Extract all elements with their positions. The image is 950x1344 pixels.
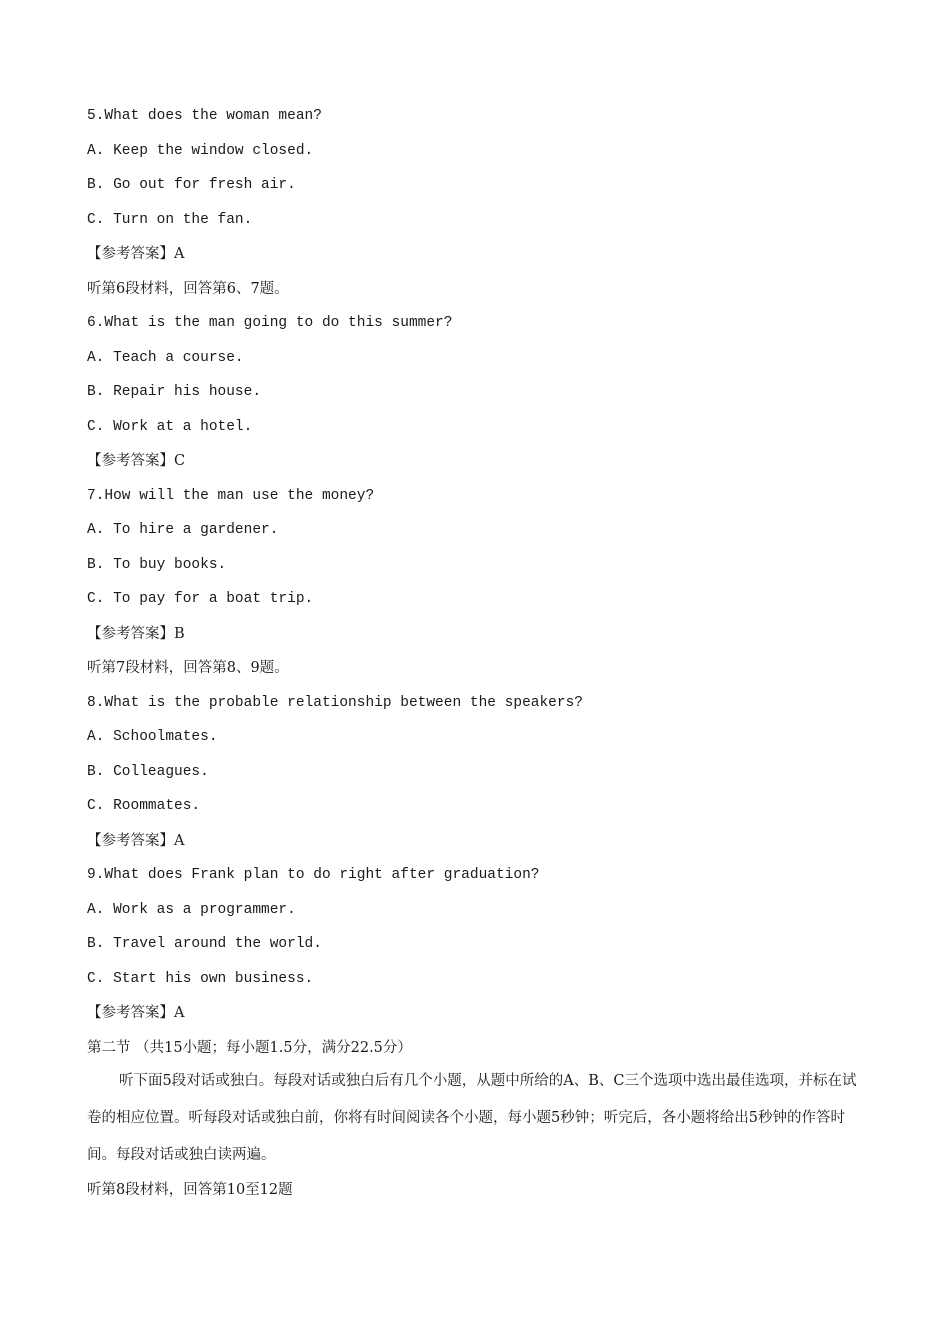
question-text: 8.What is the probable relationship between the speakers? [87, 694, 583, 711]
question-text: 5.What does the woman mean? [87, 108, 322, 124]
reference-answer: 【参考答案】B [87, 625, 185, 642]
reference-answer: 【参考答案】A [87, 1005, 185, 1021]
answer-option: B. Travel around the world. [87, 936, 322, 952]
answer-option: A. Schoolmates. [87, 729, 218, 745]
answer-option: B. Repair his house. [87, 384, 262, 400]
answer-option: C. Start his own business. [87, 970, 314, 987]
final-line: 听第8段材料，回答第10至12题 [87, 1182, 293, 1198]
answer-option: C. Turn on the fan. [87, 211, 253, 228]
answer-option: A. Keep the window closed. [87, 142, 314, 159]
answer-option: B. Go out for fresh air. [87, 177, 296, 193]
question-text: 6.What is the man going to do this summer? [87, 315, 453, 331]
answer-option: A. Teach a course. [87, 349, 244, 366]
instruction-line: 听第6段材料，回答第6、7题。 [87, 280, 289, 297]
answer-option: C. Roommates. [87, 798, 201, 814]
answer-option: B. To buy books. [87, 556, 227, 573]
reference-answer: 【参考答案】A [87, 832, 185, 849]
reference-answer: 【参考答案】C [87, 453, 186, 469]
answer-option: A. Work as a programmer. [87, 901, 296, 918]
instruction-line: 第二节 （共15小题；每小题1.5分，满分22.5分） [87, 1039, 412, 1056]
answer-option: C. To pay for a boat trip. [87, 591, 314, 607]
instruction-line: 听第7段材料，回答第8、9题。 [87, 660, 289, 676]
answer-option: C. Work at a hotel. [87, 418, 253, 435]
answer-option: A. To hire a gardener. [87, 522, 279, 538]
reference-answer: 【参考答案】A [87, 246, 185, 262]
answer-option: B. Colleagues. [87, 763, 209, 780]
section-instructions: 听下面5段对话或独白。每段对话或独白后有几个小题，从题中所给的A、B、C三个选项中选出最佳选项，并标在试卷的相应位置。听每段对话或独白前，你将有时间阅读各个小题，每小题5秒钟；听完后，各小题将给出5秒钟的作答时间。每段对话或独白读两遍。 [87, 1073, 857, 1163]
question-text: 7.How will the man use the money? [87, 487, 375, 504]
question-text: 9.What does Frank plan to do right after graduation? [87, 867, 540, 883]
